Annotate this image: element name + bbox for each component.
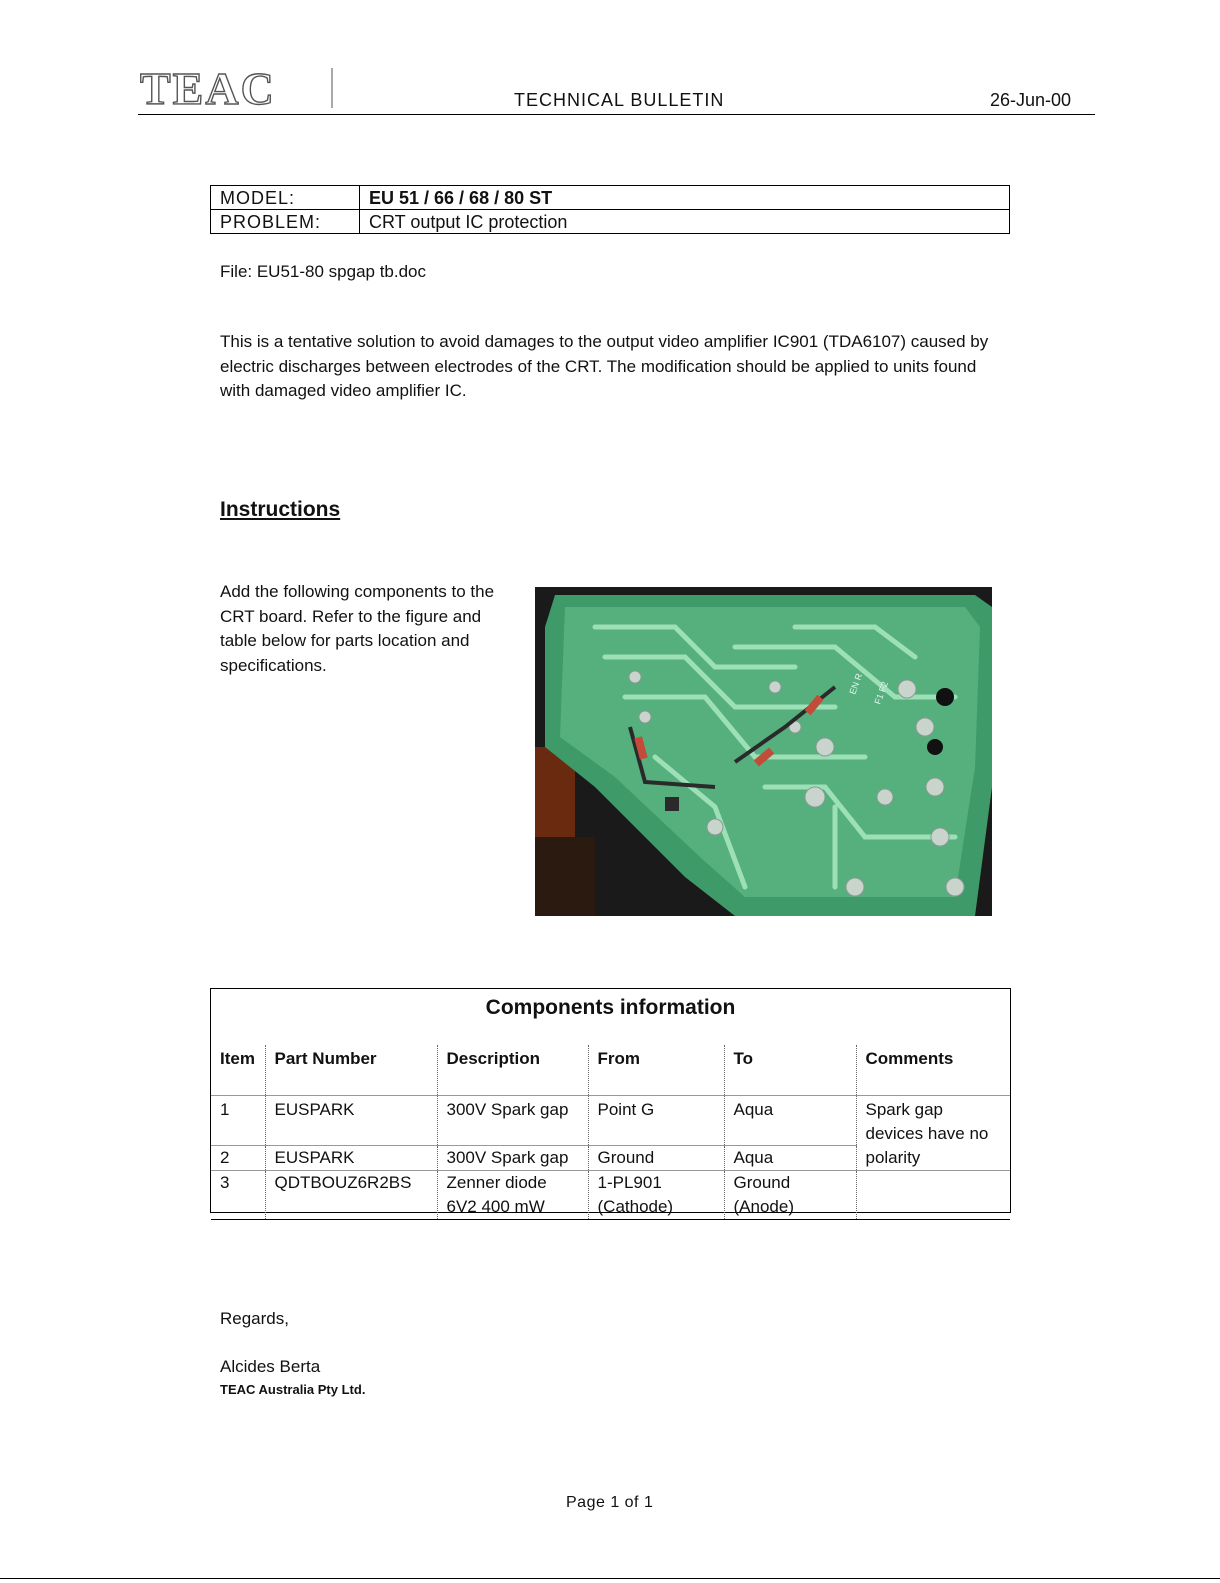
page-bottom-divider [0, 1578, 1220, 1579]
cell-to: Ground (Anode) [724, 1171, 856, 1220]
company-name: TEAC Australia Pty Ltd. [220, 1382, 366, 1397]
header-part-number: Part Number [265, 1045, 437, 1096]
cell-description: 300V Spark gap [437, 1145, 588, 1170]
intro-paragraph: This is a tentative solution to avoid damages to the output video amplifier IC901 (TDA6107) caused by electric discharges between electrodes of the CRT. The modification should be applied to units found with damaged video amplifier IC. [220, 332, 989, 400]
svg-text:F1 F2: F1 F2 [872, 680, 890, 706]
problem-row [211, 210, 1010, 234]
instructions-text: Add the following components to the CRT board. Refer to the figure and table below for parts location and specifications. [220, 582, 495, 675]
cell-description: 300V Spark gap [437, 1096, 588, 1146]
cell-from: Point G [588, 1096, 724, 1146]
cell-to: Aqua [724, 1096, 856, 1146]
instructions-heading: Instructions [220, 498, 341, 521]
table-header-row [211, 1045, 1010, 1096]
problem-value: CRT output IC protection [360, 210, 1010, 234]
components-title: Components information [485, 996, 736, 1019]
svg-text:TEAC: TEAC [140, 66, 276, 110]
bulletin-title: TECHNICAL BULLETIN [514, 90, 725, 110]
cell-to: Aqua [724, 1145, 856, 1170]
page-number: Page 1 of 1 [566, 1494, 654, 1511]
components-table [211, 1045, 1010, 1220]
components-table-box [210, 988, 1011, 1216]
table-row [211, 1096, 1010, 1146]
model-value: EU 51 / 66 / 68 / 80 ST [360, 186, 1010, 210]
signer-name: Alcides Berta [220, 1357, 321, 1376]
header-description: Description [437, 1045, 588, 1096]
cell-part-number: EUSPARK [265, 1145, 437, 1170]
header-item: Item [211, 1045, 265, 1096]
teac-logo [140, 66, 336, 110]
cell-from: Ground [588, 1145, 724, 1170]
header-from: From [588, 1045, 724, 1096]
problem-label: PROBLEM: [211, 210, 360, 234]
file-reference: File: EU51-80 spgap tb.doc [220, 262, 427, 281]
closing-regards: Regards, [220, 1309, 289, 1328]
cell-part-number: EUSPARK [265, 1096, 437, 1146]
cell-item: 3 [211, 1171, 265, 1220]
header-comments: Comments [856, 1045, 1010, 1096]
bulletin-date: 26-Jun-00 [990, 90, 1072, 110]
model-label: MODEL: [211, 186, 360, 210]
header-to: To [724, 1045, 856, 1096]
cell-part-number: QDTBOUZ6R2BS [265, 1171, 437, 1220]
model-row [211, 186, 1010, 210]
table-row [211, 1171, 1010, 1220]
model-problem-table [210, 185, 1010, 234]
cell-from: 1-PL901 (Cathode) [588, 1171, 724, 1220]
cell-item: 2 [211, 1145, 265, 1170]
cell-comments: Spark gap devices have no polarity [856, 1096, 1010, 1171]
header-divider [138, 114, 1095, 115]
svg-text:EN R: EN R [847, 672, 865, 696]
cell-comments [856, 1171, 1010, 1220]
crt-board-photo [535, 587, 992, 916]
cell-item: 1 [211, 1096, 265, 1146]
cell-description: Zenner diode 6V2 400 mW [437, 1171, 588, 1220]
